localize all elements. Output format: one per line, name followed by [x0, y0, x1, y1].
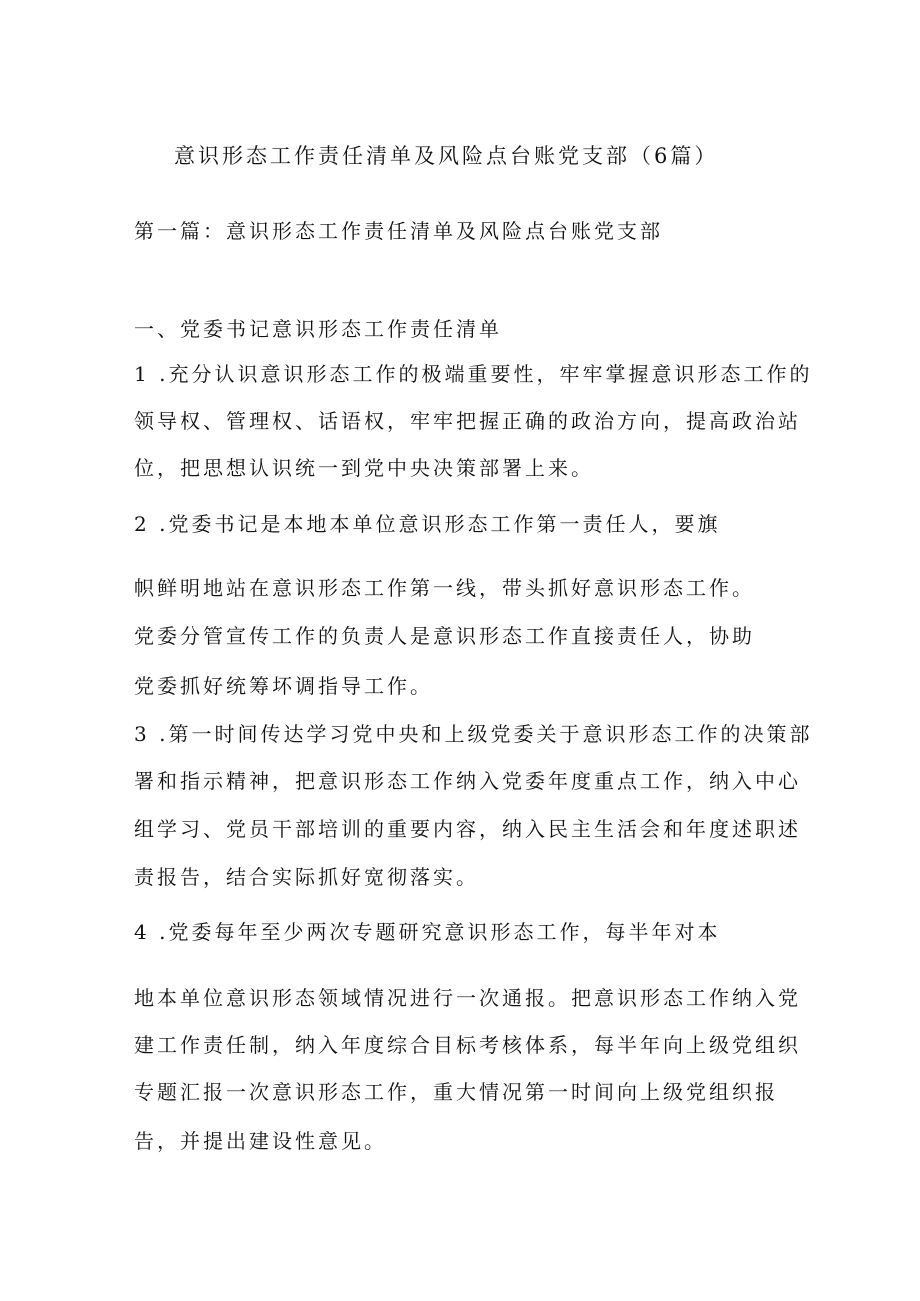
paragraph-line: 帜鲜明地站在意识形态工作第一线，带头抓好意识形态工作。	[134, 576, 755, 600]
paragraph-line: 3 .第一时间传达学习党中央和上级党委关于意识形态工作的决策部	[134, 722, 813, 746]
paragraph-line: 1 .充分认识意识形态工作的极端重要性，牢牢掌握意识形态工作的	[134, 362, 813, 386]
paragraph-line: 组学习、党员干部培训的重要内容，纳入民主生活会和年度述职述	[134, 817, 801, 841]
paragraph-line: 地本单位意识形态领域情况进行一次通报。把意识形态工作纳入党	[134, 986, 801, 1010]
section-heading: 一、党委书记意识形态工作责任清单	[134, 317, 502, 341]
paragraph-line: 领导权、管理权、话语权，牢牢把握正确的政治方向，提高政治站	[134, 409, 801, 433]
paragraph-line: 署和指示精神，把意识形态工作纳入党委年度重点工作，纳入中心	[134, 769, 801, 793]
part-heading: 第一篇：意识形态工作责任清单及风险点台账党支部	[134, 219, 663, 243]
paragraph-line: 建工作责任制，纳入年度综合目标考核体系，每半年向上级党组织	[134, 1033, 801, 1057]
paragraph-line: 责报告，结合实际抓好宽彻落实。	[134, 865, 479, 889]
paragraph-line: 专题汇报一次意识形态工作，重大情况第一时间向上级党组织报	[134, 1080, 778, 1104]
paragraph-line: 2 .党委书记是本地本单位意识形态工作第一责任人，要旗	[134, 512, 721, 536]
paragraph-line: 告，并提出建设性意见。	[134, 1129, 387, 1153]
document-title: 意识形态工作责任清单及风险点台账党支部（6篇）	[174, 144, 719, 168]
paragraph-line: 党委抓好统筹坏调指导工作。	[134, 674, 433, 698]
paragraph-line: 4 .党委每年至少两次专题研究意识形态工作，每半年对本	[134, 920, 721, 944]
paragraph-line: 党委分管宣传工作的负责人是意识形态工作直接责任人，协助	[134, 624, 755, 648]
paragraph-line: 位，把思想认识统一到党中央决策部署上来。	[134, 456, 594, 480]
